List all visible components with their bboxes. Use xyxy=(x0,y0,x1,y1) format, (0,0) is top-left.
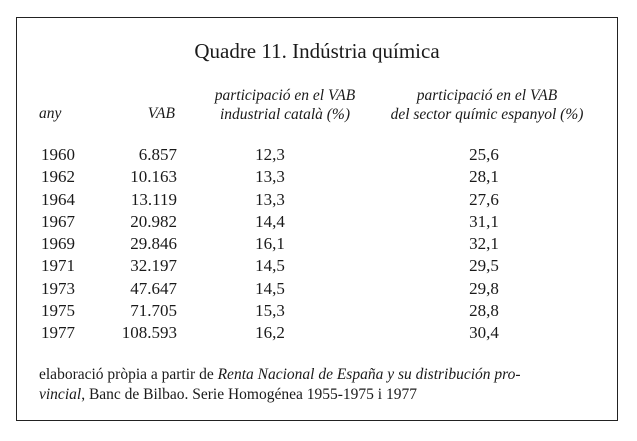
cell-spanish-share: 32,1 xyxy=(469,234,499,254)
cell-vab: 29.846 xyxy=(130,234,177,254)
cell-year: 1975 xyxy=(41,301,75,321)
cell-spanish-share: 29,8 xyxy=(469,278,499,298)
cell-spanish-share: 28,1 xyxy=(469,167,499,187)
cell-vab: 71.705 xyxy=(130,301,177,321)
cell-spanish-share: 31,1 xyxy=(469,211,499,231)
cell-vab: 10.163 xyxy=(130,167,177,187)
cell-vab: 6.857 xyxy=(138,145,177,164)
cell-catalan-share: 14,5 xyxy=(255,278,285,298)
header-vab: VAB xyxy=(147,105,175,122)
header-catalan-share xyxy=(185,86,385,124)
cell-catalan-share: 13,3 xyxy=(255,189,285,209)
cell-vab: 32.197 xyxy=(130,256,177,276)
cell-spanish-share: 25,6 xyxy=(469,145,499,164)
header-catalan-share-line1: participació en el VAB xyxy=(214,87,356,104)
table-row xyxy=(17,279,617,301)
header-spanish-share-line1: participació en el VAB xyxy=(416,87,558,104)
table-row xyxy=(17,190,617,212)
source-note-title: Renta Nacional de España y su distribución pro- xyxy=(217,366,521,383)
table-row xyxy=(17,212,617,234)
cell-year: 1977 xyxy=(41,323,75,343)
table-row xyxy=(17,145,617,167)
cell-year: 1969 xyxy=(41,234,75,254)
header-spanish-share xyxy=(367,86,607,124)
header-year: any xyxy=(39,105,62,122)
header-spanish-share-line2: del sector químic espanyol (%) xyxy=(390,106,584,123)
cell-year: 1964 xyxy=(41,189,75,209)
cell-catalan-share: 12,3 xyxy=(255,145,285,164)
cell-catalan-share: 15,3 xyxy=(255,301,285,321)
cell-spanish-share: 27,6 xyxy=(469,189,499,209)
cell-year: 1960 xyxy=(41,145,75,164)
cell-catalan-share: 16,2 xyxy=(255,323,285,343)
cell-year: 1962 xyxy=(41,167,75,187)
source-note-text: elaboració pròpia a partir de xyxy=(39,366,218,383)
table-title: Quadre 11. Indústria química xyxy=(194,39,440,63)
source-note-publisher: , Banc de Bilbao. Serie Homogénea 1955-1975 i 1977 xyxy=(81,386,417,403)
cell-spanish-share: 29,5 xyxy=(469,256,499,276)
source-note xyxy=(39,365,611,405)
header-catalan-share-line2: industrial català (%) xyxy=(219,106,351,123)
table-body xyxy=(17,145,617,346)
cell-vab: 20.982 xyxy=(130,211,177,231)
cell-spanish-share: 30,4 xyxy=(469,323,499,343)
cell-spanish-share: 28,8 xyxy=(469,301,499,321)
table-row xyxy=(17,234,617,256)
table-row xyxy=(17,301,617,323)
cell-vab: 13.119 xyxy=(130,189,177,209)
table-row xyxy=(17,167,617,189)
source-note-title-cont: vincial xyxy=(39,386,82,403)
cell-vab: 108.593 xyxy=(121,323,177,343)
cell-catalan-share: 14,5 xyxy=(255,256,285,276)
cell-catalan-share: 14,4 xyxy=(255,211,285,231)
table-frame xyxy=(16,17,618,421)
cell-catalan-share: 13,3 xyxy=(255,167,285,187)
cell-year: 1973 xyxy=(41,278,75,298)
table-row xyxy=(17,256,617,278)
cell-year: 1967 xyxy=(41,211,75,231)
cell-year: 1971 xyxy=(41,256,75,276)
cell-vab: 47.647 xyxy=(130,278,177,298)
table-row xyxy=(17,323,617,345)
cell-catalan-share: 16,1 xyxy=(255,234,285,254)
